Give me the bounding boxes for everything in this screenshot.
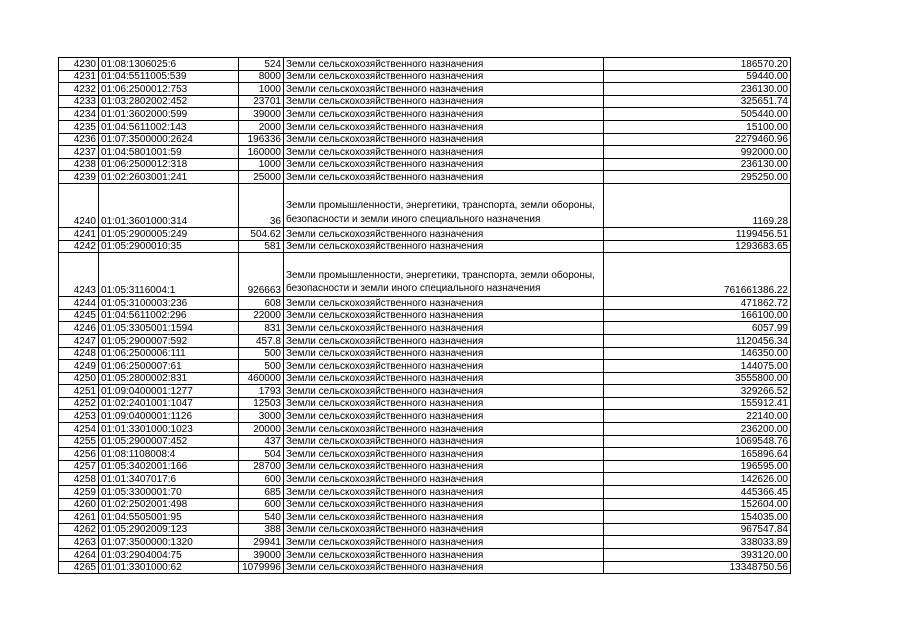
land-category-cell: Земли сельскохозяйственного назначения bbox=[284, 70, 604, 83]
table-row bbox=[59, 183, 791, 227]
cadastral-number-cell: 01:01:3602000:599 bbox=[99, 108, 239, 121]
area-cell: 457.8 bbox=[239, 334, 284, 347]
cadastral-value-cell: 154035.00 bbox=[604, 511, 791, 524]
row-number-cell: 4258 bbox=[59, 473, 99, 486]
cadastral-number-cell: 01:05:3402001:166 bbox=[99, 460, 239, 473]
table-row bbox=[59, 410, 791, 423]
cadastral-number-cell: 01:03:2802002:452 bbox=[99, 95, 239, 108]
table-row bbox=[59, 322, 791, 335]
row-number-cell: 4248 bbox=[59, 347, 99, 360]
land-category-cell: Земли сельскохозяйственного назначения bbox=[284, 360, 604, 373]
table-row bbox=[59, 523, 791, 536]
area-cell: 12503 bbox=[239, 397, 284, 410]
cadastral-value-cell: 166100.00 bbox=[604, 309, 791, 322]
cadastral-value-cell: 236200.00 bbox=[604, 423, 791, 436]
row-number-cell: 4254 bbox=[59, 423, 99, 436]
table-row bbox=[59, 334, 791, 347]
land-category-cell: Земли сельскохозяйственного назначения bbox=[284, 561, 604, 574]
cadastral-value-cell: 295250.00 bbox=[604, 171, 791, 184]
table-row bbox=[59, 108, 791, 121]
land-category-cell: Земли сельскохозяйственного назначения bbox=[284, 435, 604, 448]
area-cell: 2000 bbox=[239, 120, 284, 133]
cadastral-number-cell: 01:01:3601000:314 bbox=[99, 183, 239, 227]
area-cell: 581 bbox=[239, 240, 284, 253]
row-number-cell: 4239 bbox=[59, 171, 99, 184]
cadastral-number-cell: 01:05:2902009:123 bbox=[99, 523, 239, 536]
table-row bbox=[59, 372, 791, 385]
area-cell: 504.62 bbox=[239, 227, 284, 240]
land-category-cell: Земли промышленности, энергетики, транспорта, земли обороны, безопасности и земли иного специального назначения bbox=[284, 183, 604, 227]
land-category-cell: Земли сельскохозяйственного назначения bbox=[284, 309, 604, 322]
table-row bbox=[59, 240, 791, 253]
row-number-cell: 4256 bbox=[59, 448, 99, 461]
area-cell: 540 bbox=[239, 511, 284, 524]
cadastral-value-cell: 3555800.00 bbox=[604, 372, 791, 385]
cadastral-number-cell: 01:04:5801001:59 bbox=[99, 146, 239, 159]
table-row bbox=[59, 253, 791, 297]
area-cell: 20000 bbox=[239, 423, 284, 436]
area-cell: 22000 bbox=[239, 309, 284, 322]
land-category-cell: Земли сельскохозяйственного назначения bbox=[284, 536, 604, 549]
cadastral-number-cell: 01:05:2900007:452 bbox=[99, 435, 239, 448]
cadastral-value-cell: 236130.00 bbox=[604, 83, 791, 96]
land-category-cell: Земли сельскохозяйственного назначения bbox=[284, 423, 604, 436]
land-category-cell: Земли сельскохозяйственного назначения bbox=[284, 410, 604, 423]
area-cell: 500 bbox=[239, 347, 284, 360]
land-parcels-table bbox=[58, 57, 791, 574]
row-number-cell: 4237 bbox=[59, 146, 99, 159]
row-number-cell: 4255 bbox=[59, 435, 99, 448]
row-number-cell: 4262 bbox=[59, 523, 99, 536]
land-category-cell: Земли сельскохозяйственного назначения bbox=[284, 448, 604, 461]
table-row bbox=[59, 385, 791, 398]
cadastral-number-cell: 01:09:0400001:1126 bbox=[99, 410, 239, 423]
row-number-cell: 4265 bbox=[59, 561, 99, 574]
row-number-cell: 4250 bbox=[59, 372, 99, 385]
land-category-cell: Земли сельскохозяйственного назначения bbox=[284, 227, 604, 240]
cadastral-number-cell: 01:06:2500012:318 bbox=[99, 158, 239, 171]
row-number-cell: 4231 bbox=[59, 70, 99, 83]
cadastral-number-cell: 01:03:2904004:75 bbox=[99, 549, 239, 562]
cadastral-number-cell: 01:05:3305001:1594 bbox=[99, 322, 239, 335]
cadastral-value-cell: 236130.00 bbox=[604, 158, 791, 171]
cadastral-number-cell: 01:04:5611002:296 bbox=[99, 309, 239, 322]
table-row bbox=[59, 536, 791, 549]
cadastral-value-cell: 196595.00 bbox=[604, 460, 791, 473]
cadastral-value-cell: 1120456.34 bbox=[604, 334, 791, 347]
row-number-cell: 4263 bbox=[59, 536, 99, 549]
cadastral-value-cell: 471862.72 bbox=[604, 297, 791, 310]
table-row bbox=[59, 397, 791, 410]
cadastral-value-cell: 992000.00 bbox=[604, 146, 791, 159]
cadastral-value-cell: 15100.00 bbox=[604, 120, 791, 133]
area-cell: 831 bbox=[239, 322, 284, 335]
area-cell: 926663 bbox=[239, 253, 284, 297]
area-cell: 3000 bbox=[239, 410, 284, 423]
cadastral-value-cell: 1199456.51 bbox=[604, 227, 791, 240]
table-row bbox=[59, 473, 791, 486]
cadastral-number-cell: 01:05:3100003:236 bbox=[99, 297, 239, 310]
cadastral-number-cell: 01:04:5511005:539 bbox=[99, 70, 239, 83]
area-cell: 1079996 bbox=[239, 561, 284, 574]
table-row bbox=[59, 435, 791, 448]
row-number-cell: 4235 bbox=[59, 120, 99, 133]
area-cell: 28700 bbox=[239, 460, 284, 473]
area-cell: 25000 bbox=[239, 171, 284, 184]
cadastral-value-cell: 325651.74 bbox=[604, 95, 791, 108]
area-cell: 29941 bbox=[239, 536, 284, 549]
cadastral-value-cell: 165896.64 bbox=[604, 448, 791, 461]
cadastral-value-cell: 445366.45 bbox=[604, 486, 791, 499]
cadastral-value-cell: 2279460.96 bbox=[604, 133, 791, 146]
area-cell: 39000 bbox=[239, 549, 284, 562]
table-row bbox=[59, 561, 791, 574]
area-cell: 36 bbox=[239, 183, 284, 227]
area-cell: 1000 bbox=[239, 158, 284, 171]
land-category-cell: Земли сельскохозяйственного назначения bbox=[284, 240, 604, 253]
row-number-cell: 4260 bbox=[59, 498, 99, 511]
cadastral-value-cell: 967547.84 bbox=[604, 523, 791, 536]
cadastral-number-cell: 01:09:0400001:1277 bbox=[99, 385, 239, 398]
table-row bbox=[59, 460, 791, 473]
area-cell: 196336 bbox=[239, 133, 284, 146]
table-row bbox=[59, 171, 791, 184]
area-cell: 39000 bbox=[239, 108, 284, 121]
land-category-cell: Земли сельскохозяйственного назначения bbox=[284, 133, 604, 146]
row-number-cell: 4242 bbox=[59, 240, 99, 253]
cadastral-value-cell: 338033.89 bbox=[604, 536, 791, 549]
table-row bbox=[59, 146, 791, 159]
table-row bbox=[59, 549, 791, 562]
table-row bbox=[59, 511, 791, 524]
land-category-cell: Земли сельскохозяйственного назначения bbox=[284, 120, 604, 133]
area-cell: 600 bbox=[239, 498, 284, 511]
table-row bbox=[59, 498, 791, 511]
row-number-cell: 4236 bbox=[59, 133, 99, 146]
cadastral-number-cell: 01:01:3407017:6 bbox=[99, 473, 239, 486]
cadastral-value-cell: 1069548.76 bbox=[604, 435, 791, 448]
cadastral-number-cell: 01:07:3500000:2624 bbox=[99, 133, 239, 146]
land-category-cell: Земли сельскохозяйственного назначения bbox=[284, 347, 604, 360]
cadastral-number-cell: 01:08:1306025:6 bbox=[99, 58, 239, 71]
row-number-cell: 4240 bbox=[59, 183, 99, 227]
land-category-cell: Земли сельскохозяйственного назначения bbox=[284, 486, 604, 499]
cadastral-number-cell: 01:05:2800002:831 bbox=[99, 372, 239, 385]
cadastral-number-cell: 01:07:3500000:1320 bbox=[99, 536, 239, 549]
cadastral-number-cell: 01:05:2900007:592 bbox=[99, 334, 239, 347]
cadastral-value-cell: 1169.28 bbox=[604, 183, 791, 227]
table-row bbox=[59, 133, 791, 146]
cadastral-value-cell: 329266.52 bbox=[604, 385, 791, 398]
table-row bbox=[59, 120, 791, 133]
land-category-cell: Земли сельскохозяйственного назначения bbox=[284, 397, 604, 410]
land-category-cell: Земли сельскохозяйственного назначения bbox=[284, 158, 604, 171]
cadastral-value-cell: 155912.41 bbox=[604, 397, 791, 410]
cadastral-number-cell: 01:04:5611002:143 bbox=[99, 120, 239, 133]
table-row bbox=[59, 83, 791, 96]
row-number-cell: 4232 bbox=[59, 83, 99, 96]
land-category-cell: Земли сельскохозяйственного назначения bbox=[284, 511, 604, 524]
area-cell: 1793 bbox=[239, 385, 284, 398]
row-number-cell: 4249 bbox=[59, 360, 99, 373]
land-category-cell: Земли сельскохозяйственного назначения bbox=[284, 83, 604, 96]
land-category-cell: Земли сельскохозяйственного назначения bbox=[284, 498, 604, 511]
table-row bbox=[59, 448, 791, 461]
row-number-cell: 4241 bbox=[59, 227, 99, 240]
row-number-cell: 4247 bbox=[59, 334, 99, 347]
table-body bbox=[59, 58, 791, 574]
row-number-cell: 4251 bbox=[59, 385, 99, 398]
cadastral-number-cell: 01:05:2900010:35 bbox=[99, 240, 239, 253]
land-category-cell: Земли сельскохозяйственного назначения bbox=[284, 322, 604, 335]
cadastral-number-cell: 01:01:3301000:1023 bbox=[99, 423, 239, 436]
row-number-cell: 4233 bbox=[59, 95, 99, 108]
cadastral-number-cell: 01:02:2401001:1047 bbox=[99, 397, 239, 410]
cadastral-value-cell: 505440.00 bbox=[604, 108, 791, 121]
cadastral-value-cell: 1293683.65 bbox=[604, 240, 791, 253]
cadastral-number-cell: 01:01:3301000:62 bbox=[99, 561, 239, 574]
cadastral-number-cell: 01:05:3116004:1 bbox=[99, 253, 239, 297]
cadastral-number-cell: 01:06:2500006:111 bbox=[99, 347, 239, 360]
area-cell: 500 bbox=[239, 360, 284, 373]
cadastral-number-cell: 01:06:2500012:753 bbox=[99, 83, 239, 96]
cadastral-number-cell: 01:08:1108008:4 bbox=[99, 448, 239, 461]
area-cell: 1000 bbox=[239, 83, 284, 96]
land-category-cell: Земли сельскохозяйственного назначения bbox=[284, 334, 604, 347]
row-number-cell: 4234 bbox=[59, 108, 99, 121]
cadastral-number-cell: 01:02:2502001:498 bbox=[99, 498, 239, 511]
row-number-cell: 4259 bbox=[59, 486, 99, 499]
cadastral-value-cell: 22140.00 bbox=[604, 410, 791, 423]
row-number-cell: 4257 bbox=[59, 460, 99, 473]
cadastral-value-cell: 152604.00 bbox=[604, 498, 791, 511]
cadastral-number-cell: 01:06:2500007:61 bbox=[99, 360, 239, 373]
land-category-cell: Земли сельскохозяйственного назначения bbox=[284, 95, 604, 108]
area-cell: 608 bbox=[239, 297, 284, 310]
table-row bbox=[59, 158, 791, 171]
land-category-cell: Земли сельскохозяйственного назначения bbox=[284, 171, 604, 184]
table-row bbox=[59, 58, 791, 71]
land-category-cell: Земли сельскохозяйственного назначения bbox=[284, 146, 604, 159]
area-cell: 524 bbox=[239, 58, 284, 71]
row-number-cell: 4243 bbox=[59, 253, 99, 297]
cadastral-value-cell: 142626.00 bbox=[604, 473, 791, 486]
row-number-cell: 4264 bbox=[59, 549, 99, 562]
land-category-cell: Земли сельскохозяйственного назначения bbox=[284, 297, 604, 310]
table-row bbox=[59, 309, 791, 322]
area-cell: 8000 bbox=[239, 70, 284, 83]
cadastral-value-cell: 6057.99 bbox=[604, 322, 791, 335]
land-category-cell: Земли сельскохозяйственного назначения bbox=[284, 523, 604, 536]
row-number-cell: 4230 bbox=[59, 58, 99, 71]
cadastral-value-cell: 393120.00 bbox=[604, 549, 791, 562]
cadastral-value-cell: 59440.00 bbox=[604, 70, 791, 83]
area-cell: 160000 bbox=[239, 146, 284, 159]
land-category-cell: Земли сельскохозяйственного назначения bbox=[284, 460, 604, 473]
area-cell: 437 bbox=[239, 435, 284, 448]
table-row bbox=[59, 347, 791, 360]
table-row bbox=[59, 486, 791, 499]
area-cell: 504 bbox=[239, 448, 284, 461]
land-category-cell: Земли сельскохозяйственного назначения bbox=[284, 372, 604, 385]
table-row bbox=[59, 423, 791, 436]
row-number-cell: 4244 bbox=[59, 297, 99, 310]
cadastral-number-cell: 01:02:2603001:241 bbox=[99, 171, 239, 184]
row-number-cell: 4246 bbox=[59, 322, 99, 335]
area-cell: 388 bbox=[239, 523, 284, 536]
cadastral-value-cell: 761661386.22 bbox=[604, 253, 791, 297]
cadastral-number-cell: 01:05:3300001:70 bbox=[99, 486, 239, 499]
cadastral-value-cell: 186570.20 bbox=[604, 58, 791, 71]
cadastral-number-cell: 01:04:5505001:95 bbox=[99, 511, 239, 524]
row-number-cell: 4245 bbox=[59, 309, 99, 322]
land-category-cell: Земли сельскохозяйственного назначения bbox=[284, 385, 604, 398]
table-row bbox=[59, 227, 791, 240]
row-number-cell: 4238 bbox=[59, 158, 99, 171]
row-number-cell: 4261 bbox=[59, 511, 99, 524]
area-cell: 460000 bbox=[239, 372, 284, 385]
land-category-cell: Земли сельскохозяйственного назначения bbox=[284, 58, 604, 71]
area-cell: 685 bbox=[239, 486, 284, 499]
row-number-cell: 4253 bbox=[59, 410, 99, 423]
area-cell: 23701 bbox=[239, 95, 284, 108]
cadastral-value-cell: 146350.00 bbox=[604, 347, 791, 360]
area-cell: 600 bbox=[239, 473, 284, 486]
table-row bbox=[59, 95, 791, 108]
land-category-cell: Земли сельскохозяйственного назначения bbox=[284, 473, 604, 486]
land-category-cell: Земли сельскохозяйственного назначения bbox=[284, 108, 604, 121]
table-row bbox=[59, 360, 791, 373]
cadastral-value-cell: 144075.00 bbox=[604, 360, 791, 373]
land-category-cell: Земли сельскохозяйственного назначения bbox=[284, 549, 604, 562]
cadastral-number-cell: 01:05:2900005:249 bbox=[99, 227, 239, 240]
table-row bbox=[59, 70, 791, 83]
row-number-cell: 4252 bbox=[59, 397, 99, 410]
cadastral-value-cell: 13348750.56 bbox=[604, 561, 791, 574]
table-row bbox=[59, 297, 791, 310]
land-category-cell: Земли промышленности, энергетики, транспорта, земли обороны, безопасности и земли иного специального назначения bbox=[284, 253, 604, 297]
